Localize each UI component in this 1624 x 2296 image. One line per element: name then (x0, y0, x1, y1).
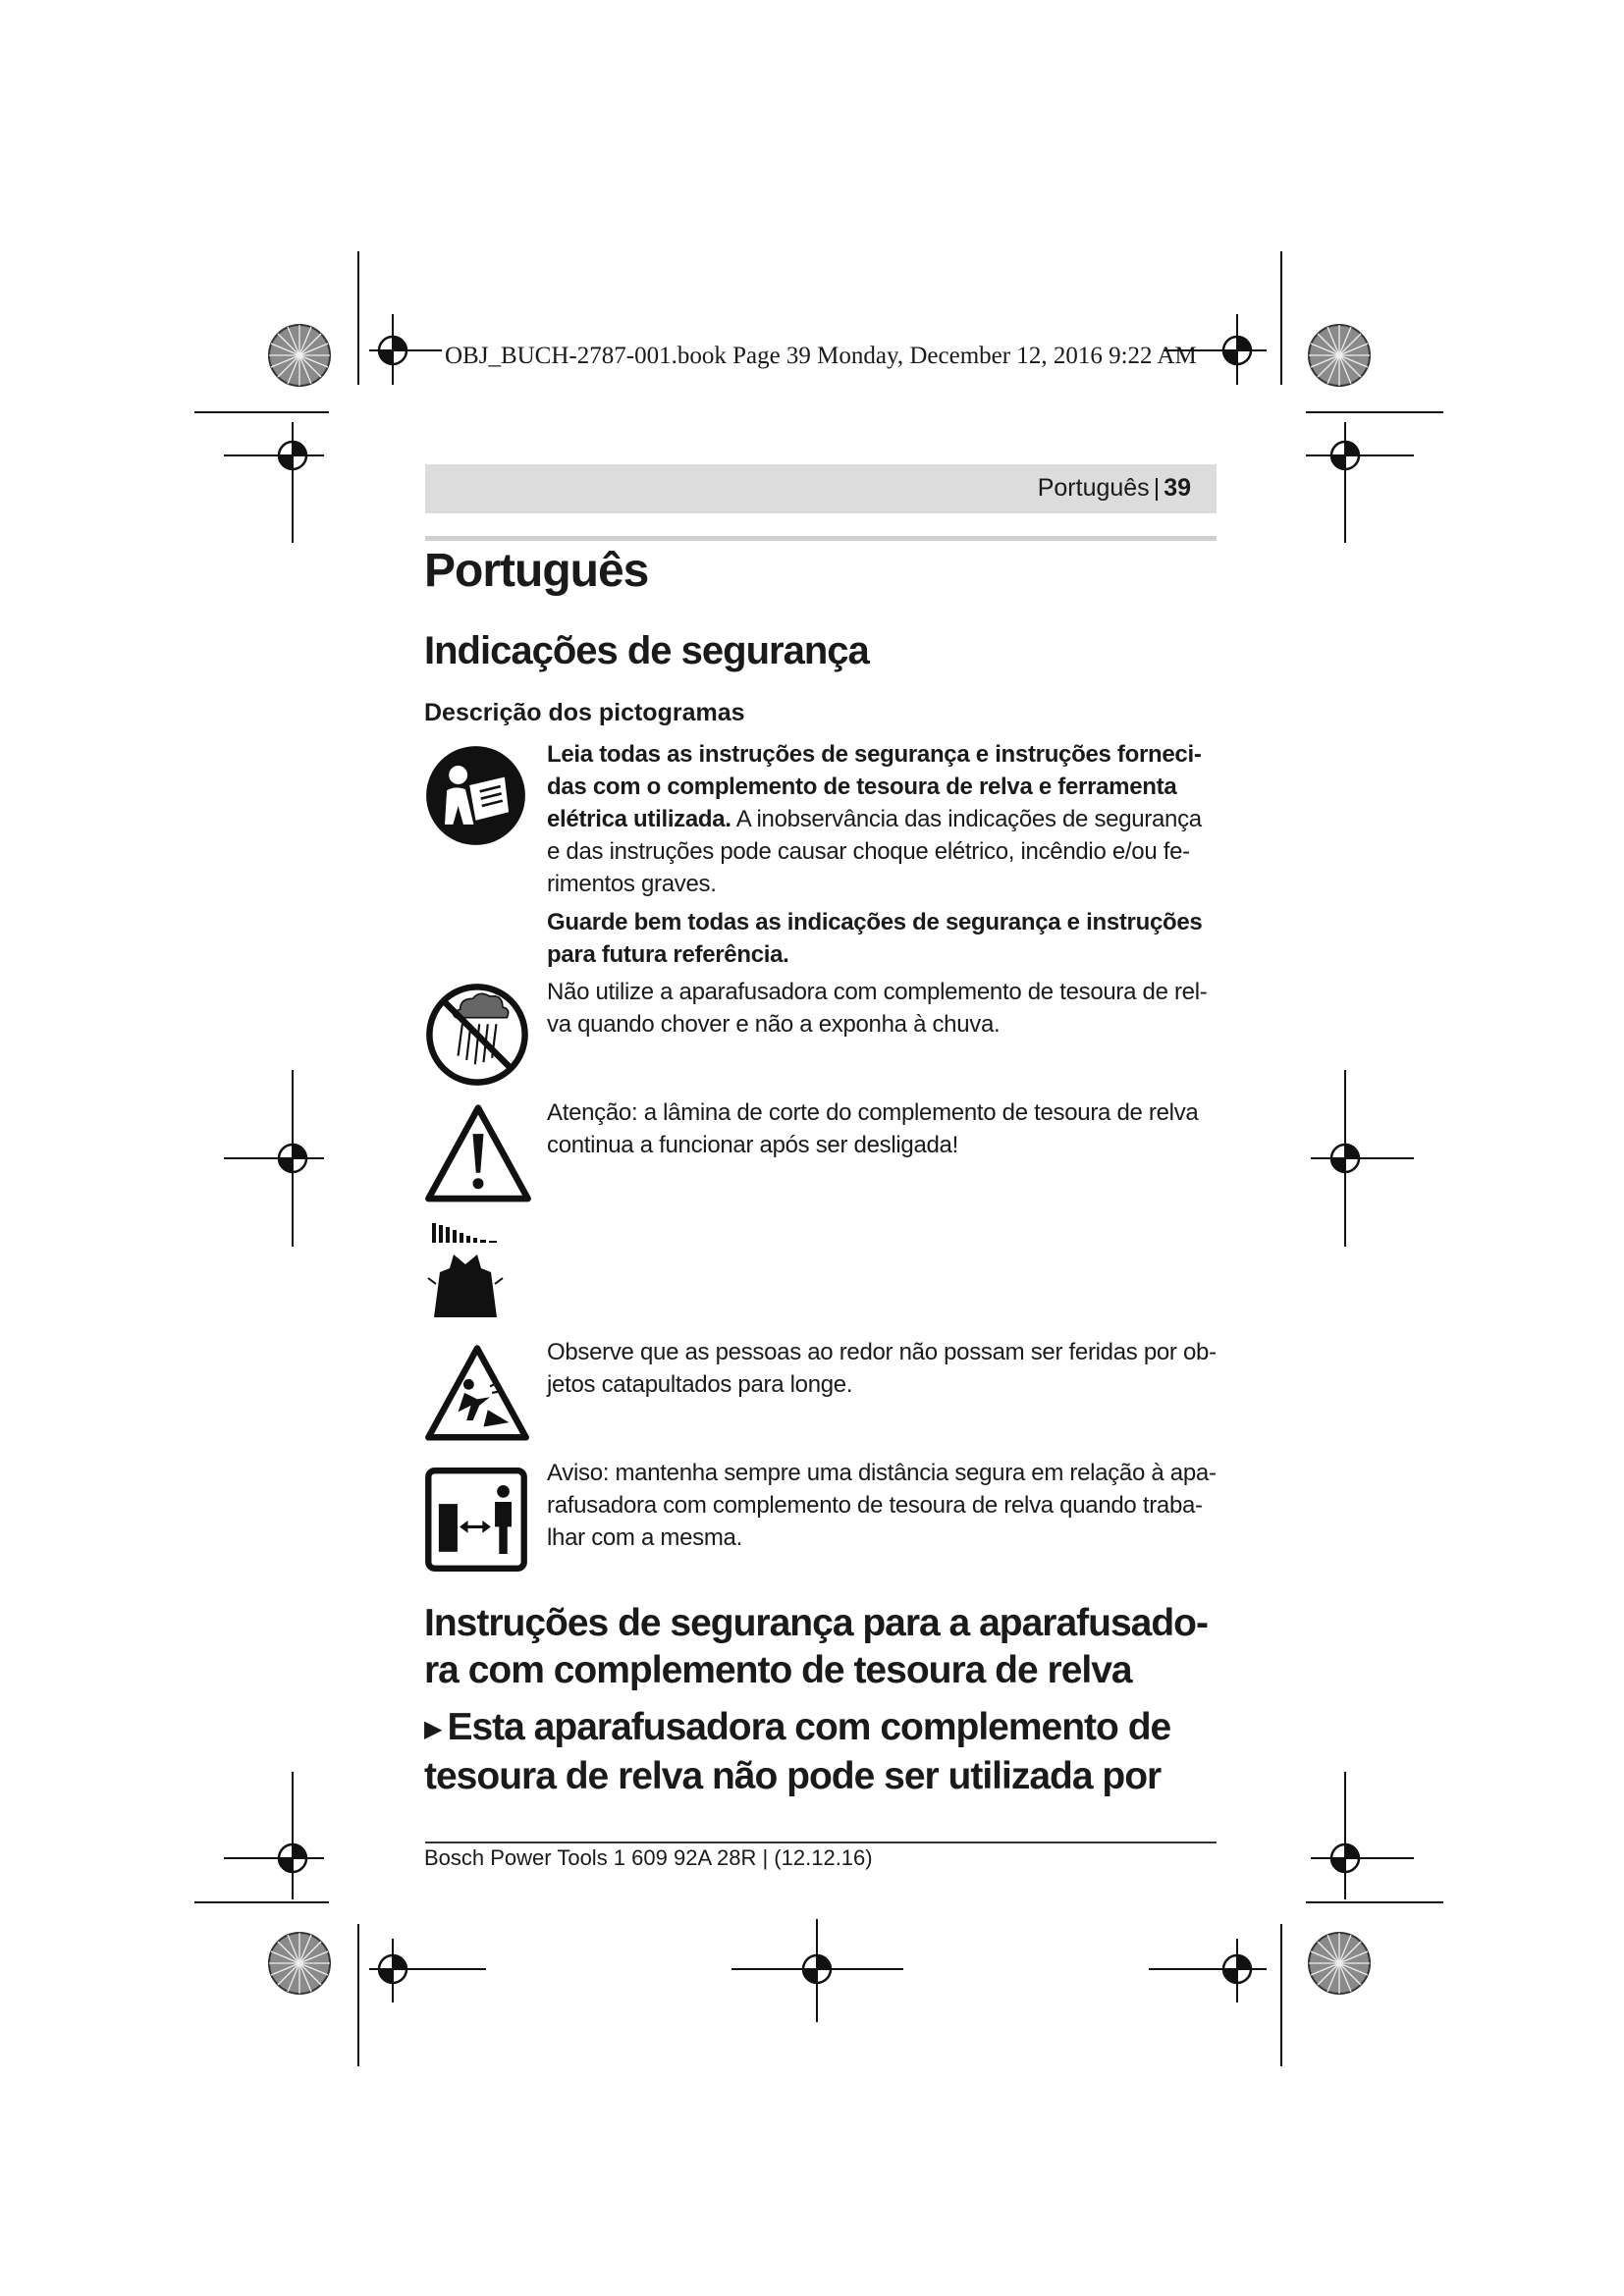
safety-instructions-heading: Instruções de segurança para a aparafusado-ra com complemento de tesoura de relva (424, 1602, 1208, 1691)
section-title: Indicações de segurança (424, 629, 869, 672)
pictogram-text-safe-distance: Aviso: mantenha sempre uma distância segura em relação à apa-rafusadora com complemento de tesoura de relva quando traba-lhar com a mesma. (547, 1460, 1217, 1551)
page-number: 39 (1164, 474, 1191, 502)
pictogram-text-keep-instructions: Guarde bem todas as indicações de segurança e instruções para futura referência. (547, 909, 1203, 968)
thrown-objects-icon (424, 1343, 530, 1445)
warning-triangle-icon (424, 1103, 532, 1205)
footer-text: Bosch Power Tools 1 609 92A 28R | (12.12.16) (424, 1845, 873, 1870)
blade-rundown-icon (424, 1219, 509, 1321)
safety-bullet: ▶ Esta aparafusadora com complemento de tesoura de relva não pode ser utilizada por (424, 1706, 1171, 1797)
pictogram-text-thrown-objects: Observe que as pessoas ao redor não possam ser feridas por ob-jetos catapultados para longe. (547, 1339, 1217, 1398)
pictogram-text-blade-warning: Atenção: a lâmina de corte do complemento de tesoura de relva continua a funcionar após ser desligada! (547, 1099, 1199, 1158)
pictogram-text-read-manual: Leia todas as instruções de segurança e instruções forneci-das com o complemento de tesoura de relva e ferramenta elétrica utilizada. A inobservância das indicações de segurança e das instruções pode causar choque elétrico, incêndio e/ou fe-rimentos graves. (547, 741, 1202, 897)
header-language: Português (1037, 474, 1150, 502)
running-header: Português | 39 (1037, 474, 1191, 502)
print-slug: OBJ_BUCH-2787-001.book Page 39 Monday, December 12, 2016 9:22 AM (445, 343, 1197, 369)
page-title: Português (424, 545, 649, 597)
read-manual-icon (424, 744, 527, 847)
safe-distance-icon (424, 1467, 528, 1573)
subsection-title: Descrição dos pictogramas (424, 699, 745, 726)
bullet-triangle-icon: ▶ (424, 1715, 442, 1742)
footer-divider (425, 1842, 1217, 1843)
no-rain-icon (424, 982, 530, 1088)
header-divider (425, 536, 1217, 541)
pictogram-text-no-rain: Não utilize a aparafusadora com complemento de tesoura de rel-va quando chover e não a exponha à chuva. (547, 979, 1208, 1038)
